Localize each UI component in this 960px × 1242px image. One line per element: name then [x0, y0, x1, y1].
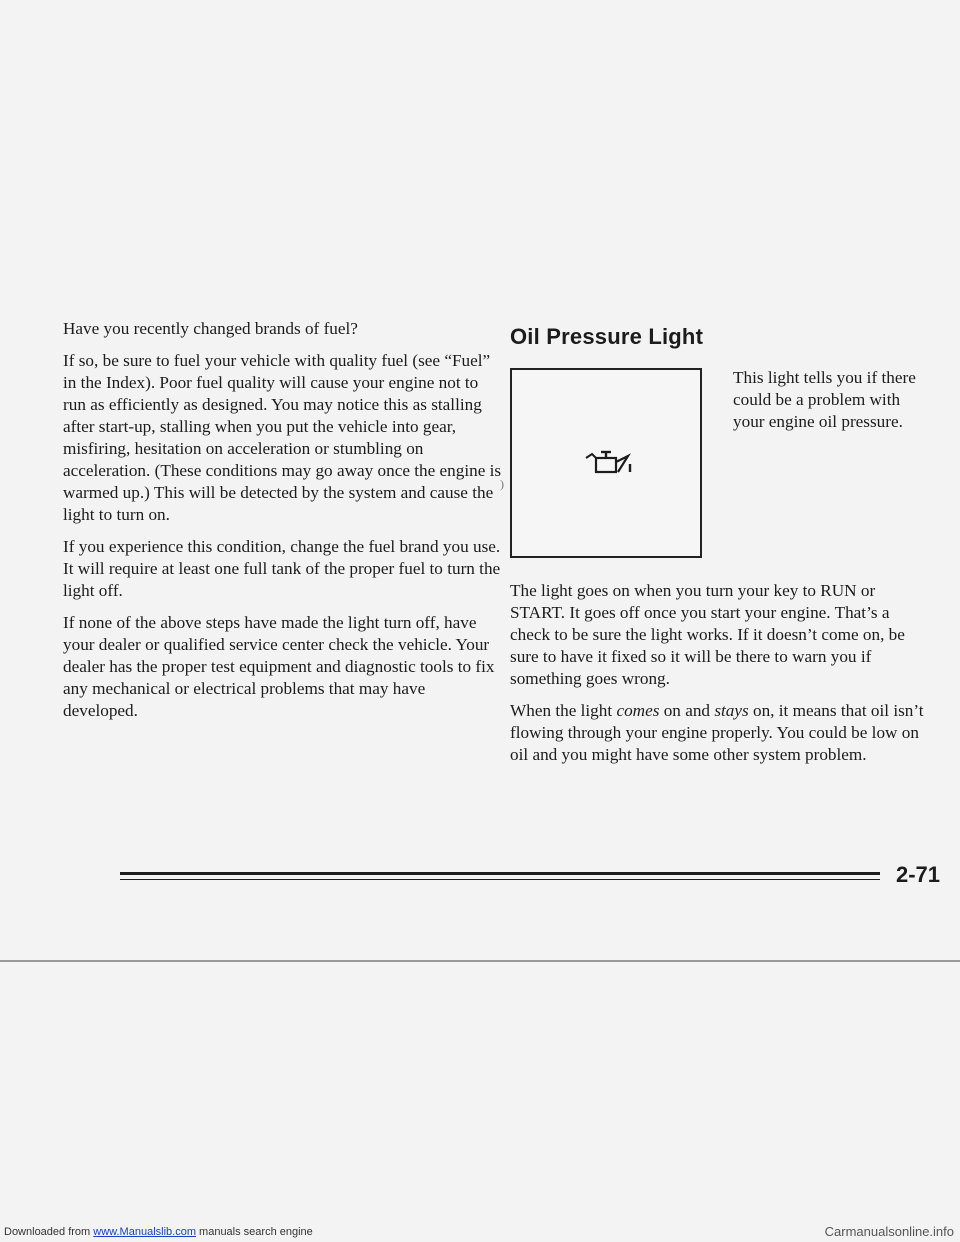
right-body — [510, 580, 930, 776]
dealer-check-paragraph: If none of the above steps have made the light turn off, have your dealer or qualified service center check the vehicle. Your dealer has the proper test equipment and diagnostic tools to fix any mechanical or electrical problems that may have developed. — [63, 613, 495, 720]
footer-source: Downloaded from www.Manualslib.com manuals search engine — [4, 1226, 313, 1238]
fuel-quality-paragraph: If so, be sure to fuel your vehicle with quality fuel (see “Fuel” in the Index). Poor fuel quality will cause your engine not to run as efficiently as designed. You may notice this as stalling after start-up, stalling when you put the vehicle into gear, misfiring, hesitation on acceleration or stumbling on acceleration. (These conditions may go away once the engine is warmed up.) This will be detected by the system and cause the light to turn on. — [63, 351, 502, 524]
change-fuel-paragraph: If you experience this condition, change the fuel brand you use. It will require at least one full tank of the proper fuel to turn the light off. — [63, 537, 501, 600]
left-column — [63, 318, 503, 732]
oil-pressure-light-box — [510, 368, 702, 558]
rule-thin — [120, 879, 880, 880]
page-number: 2-71 — [895, 862, 940, 887]
light-description: This light tells you if there could be a problem with your engine oil pressure. — [733, 368, 916, 431]
scan-edge-line — [0, 960, 960, 962]
footer-rules — [120, 872, 880, 880]
stray-mark: ) — [500, 477, 504, 491]
oil-can-icon — [584, 450, 632, 478]
download-footer — [0, 1222, 960, 1242]
emphasis-stays: stays — [714, 701, 749, 720]
section-heading: Oil Pressure Light — [510, 324, 704, 349]
footer-watermark: Carmanualsonline.info — [824, 1224, 954, 1239]
rule-thick — [120, 872, 880, 875]
emphasis-comes: comes — [616, 701, 660, 720]
manualslib-link[interactable]: www.Manualslib.com — [93, 1226, 196, 1238]
light-stays-on-paragraph: When the light comes on and stays on, it means that oil isn’t flowing through your engine properly. You could be low on oil and you might have some other system problem. — [510, 701, 924, 764]
question-paragraph: Have you recently changed brands of fuel? — [63, 319, 358, 338]
light-behavior-paragraph: The light goes on when you turn your key to RUN or START. It goes off once you start your engine. That’s a check to be sure the light works. If it doesn’t come on, be sure to have it fixed so it will be there to warn you if something goes wrong. — [510, 581, 905, 688]
